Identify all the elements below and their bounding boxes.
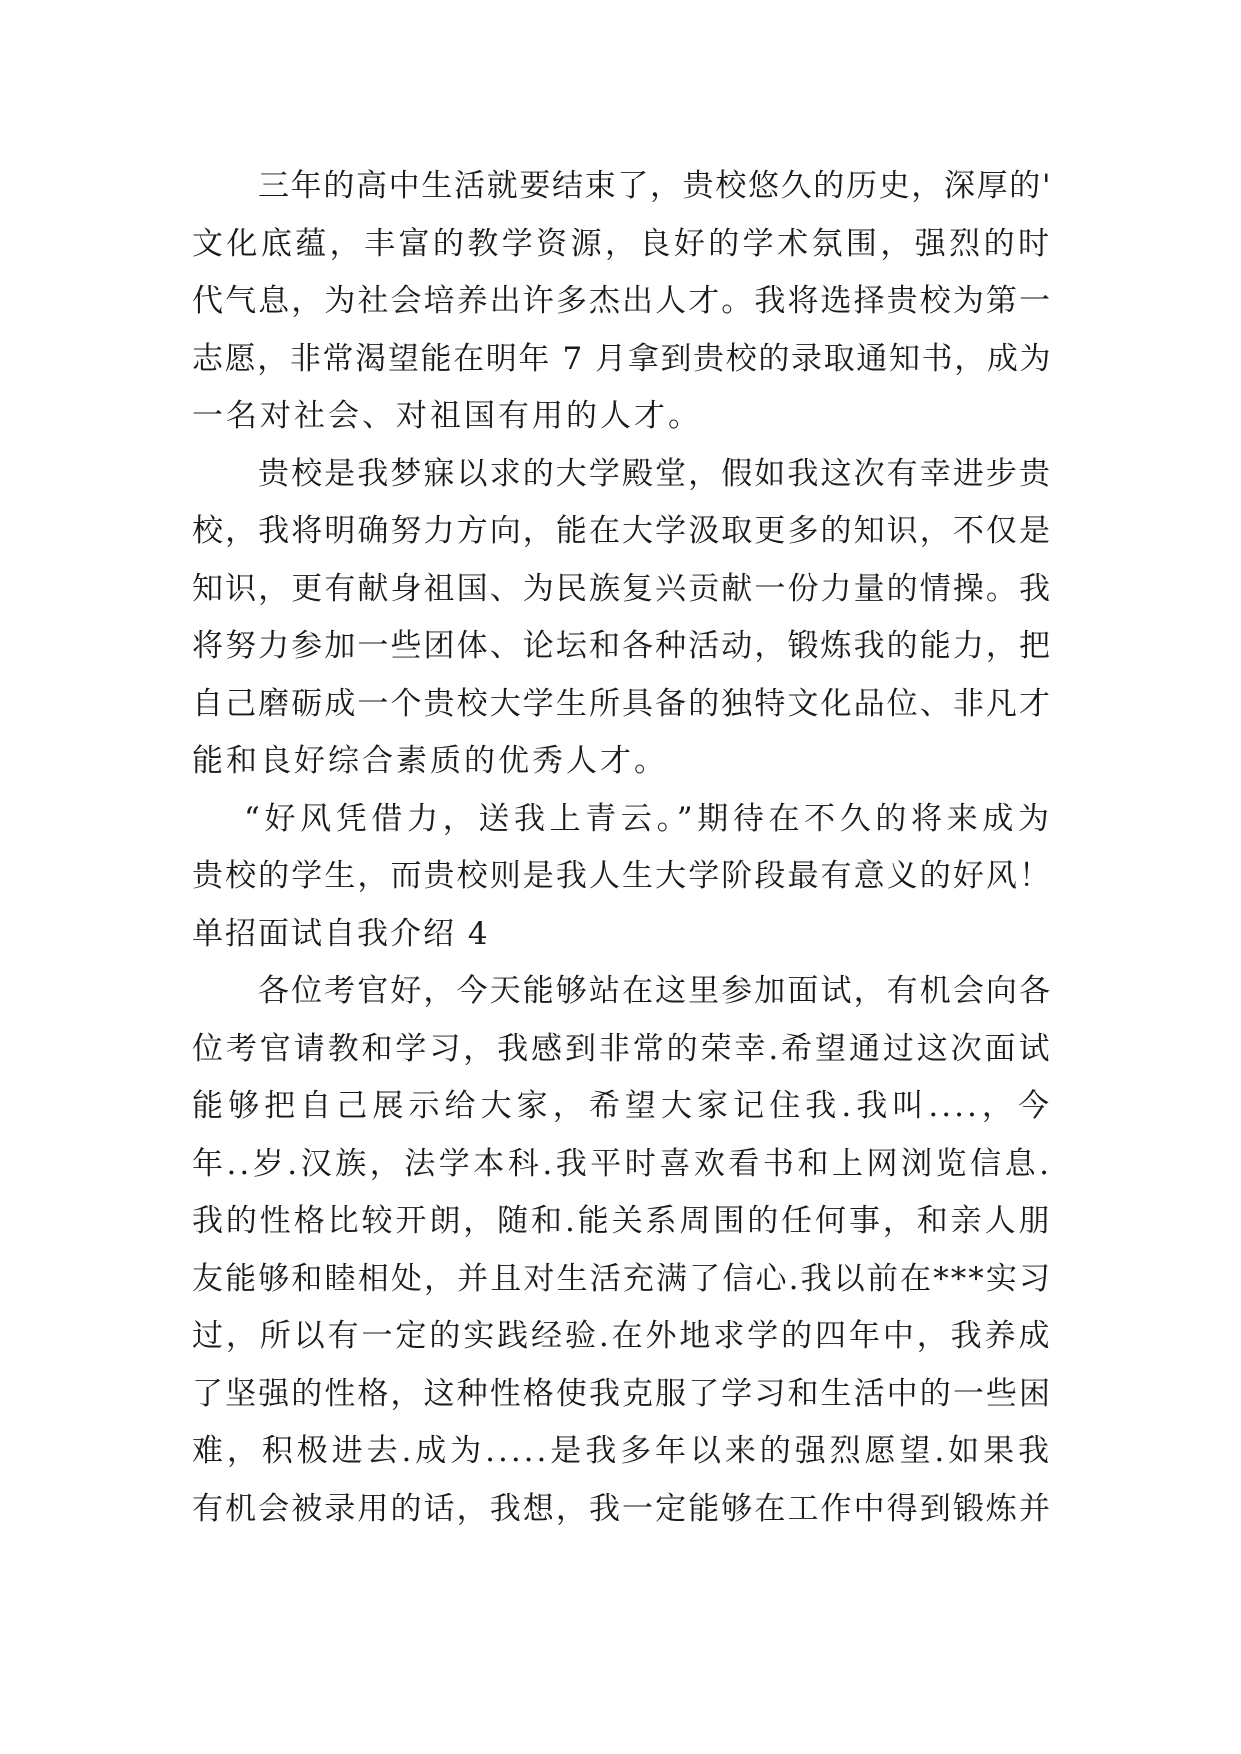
text-line: 难，积极进去.成为.....是我多年以来的强烈愿望.如果我 [192, 1433, 1052, 1469]
text-line: 文化底蕴，丰富的教学资源，良好的学术氛围，强烈的时 [192, 225, 1052, 262]
text-line: 校，我将明确努力方向，能在大学汲取更多的知识，不仅是 [192, 513, 1052, 549]
document-body [192, 158, 1052, 1538]
text-line: 有机会被录用的话，我想，我一定能够在工作中得到锻炼并 [192, 1490, 1052, 1527]
text-line: 位考官请教和学习，我感到非常的荣幸.希望通过这次面试 [192, 1030, 1052, 1067]
text-line: 我的性格比较开朗，随和.能关系周围的任何事，和亲人朋 [192, 1203, 1052, 1239]
text-line: 志愿，非常渴望能在明年 7 月拿到贵校的录取通知书，成为 [192, 340, 1052, 377]
text-line: 自己磨砺成一个贵校大学生所具备的独特文化品位、非凡才 [192, 685, 1052, 722]
text-line: 将努力参加一些团体、论坛和各种活动，锻炼我的能力，把 [192, 628, 1052, 664]
text-line: 能和良好综合素质的优秀人才。 [192, 743, 668, 779]
text-line: “好风凭借力，送我上青云。”期待在不久的将来成为 [244, 800, 1052, 837]
text-line: 各位考官好，今天能够站在这里参加面试，有机会向各 [258, 973, 1052, 1009]
section-heading: 单招面试自我介绍 4 [192, 915, 490, 952]
text-line: 能够把自己展示给大家，希望大家记住我.我叫....，今 [192, 1088, 1052, 1124]
text-line: 过，所以有一定的实践经验.在外地求学的四年中，我养成 [192, 1318, 1052, 1354]
text-line: 三年的高中生活就要结束了，贵校悠久的历史，深厚的' [258, 168, 1052, 204]
text-line: 贵校的学生，而贵校则是我人生大学阶段最有意义的好风！ [192, 858, 1052, 894]
text-line: 知识，更有献身祖国、为民族复兴贡献一份力量的情操。我 [192, 570, 1052, 607]
text-line: 贵校是我梦寐以求的大学殿堂，假如我这次有幸进步贵 [258, 455, 1052, 492]
text-line: 一名对社会、对祖国有用的人才。 [192, 398, 702, 434]
text-line: 了坚强的性格，这种性格使我克服了学习和生活中的一些困 [192, 1375, 1052, 1412]
text-line: 代气息，为社会培养出许多杰出人才。我将选择贵校为第一 [192, 283, 1052, 319]
text-line: 年..岁.汉族，法学本科.我平时喜欢看书和上网浏览信息. [192, 1145, 1052, 1182]
text-line: 友能够和睦相处，并且对生活充满了信心.我以前在***实习 [192, 1260, 1052, 1297]
